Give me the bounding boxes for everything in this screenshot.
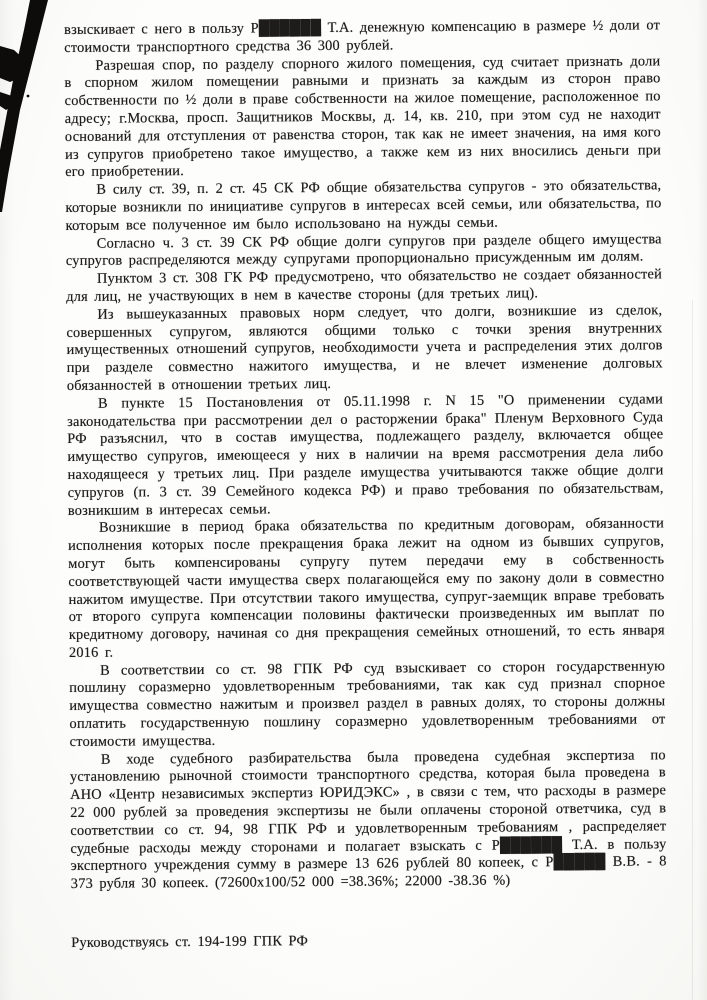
paragraph: Возникшие в период брака обязательства по кредитным договорам, обязанности исполнения которых после прекращения брака лежит на одном из бывших супругов, могут быть компенсированы супругу путем передачи ему в собственность соответствующей части имущества сверх полагающейся ему по закону доли в совместно нажитом имуществе. При отсутствии такого имущества, супруг-заемщик вправе требовать от второго супруга компенсации половины фактически произведенных им выплат по кредитному договору, начиная со дня прекращения семейных отношений, то есть января 2016 г. [68,515,665,661]
paragraph: В соответствии со ст. 98 ГПК РФ суд взыскивает со сторон государственную пошлину соразмерно удовлетворенным требованиями, так как суд признал спорное имущества совместно нажитым и произвел раздел в равных долях, то стороны должны оплатить государственную пошлину соразмерно удовлетворенным требованиями от стоимости имущества. [69,657,666,750]
paragraph: взыскивает с него в пользу Р██████ Т.А. денежную компенсацию в размере ½ доли от стоимости транспортного средства 36 300 рублей. [64,17,661,56]
scan-edge-line [692,300,693,1000]
paragraph: В пункте 15 Постановления от 05.11.1998 г. N 15 "О применении судами законодательства при рассмотрении дел о расторжении брака" Пленум Верховного Суда РФ разъяснил, что в состав имущества, подлежащего разделу, включается общее имущество супругов, имеющееся у них в наличии на время рассмотрения дела либо находящееся у третьих лиц. При разделе имущества учитываются также общие долги супругов (п. 3 ст. 39 Семейного кодекса РФ) и право требования по обязательствам, возникшим в интересах семьи. [67,391,664,519]
document-body [64,17,667,952]
paragraph: Пунктом 3 ст. 308 ГК РФ предусмотрено, что обязательство не создает обязанностей для лиц, не участвующих в нем в качестве стороны (для третьих лиц). [66,266,663,305]
paragraph: Из вышеуказанных правовых норм следует, что долги, возникшие из сделок, совершенных супругом, являются общими только с точки зрения внутренних имущественных отношений супругов, необходимости учета и распределения этих долгов при разделе совместно нажитого имущества, и не влечет изменение долговых обязанностей в отношении третьих лиц. [66,302,663,394]
paragraph: Разрешая спор, по разделу спорного жилого помещения, суд считает признать доли в спорном жилом помещении равными и признать за каждым из сторон право собственности по ½ доли в праве собственности на жилое помещение, расположенное по адресу; г.Москва, просп. Защитников Москвы, д. 14, кв. 210, при этом суд не находит оснований для отступления от равенства сторон, так как не имеет значения, на имя кого из супругов приобретено такое имущество, а также кем из них вносились деньги при его приобретении. [64,52,662,181]
closing-line: Руководствуясь ст. 194-199 ГПК РФ [71,933,309,952]
paragraph: Согласно ч. 3 ст. 39 СК РФ общие долги супругов при разделе общего имущества супругов распределяются между супругами пропорционально присужденным им долям. [65,230,662,270]
paragraph: В силу ст. 39, п. 2 ст. 45 СК РФ общие обязательства супругов - это обязательства, которые возникли по инициативе супругов в интересах всей семьи, или обязательства, по которым все полученное им было использовано на нужды семьи. [65,177,662,234]
paragraph: В ходе судебного разбирательства была проведена судебная экспертиза по установлению рыночной стоимости транспортного средства, которая была проведена в АНО «Центр независимых экспертиз ЮРИДЭКС» , в связи с тем, что расходы в размере 22 000 рублей за проведения экспертизы не были оплачены стороной ответчика, суд в соответствии со ст. 94, 98 ГПК РФ и удовлетворенным требованиям , распределяет судебные расходы между сторонами и полагает взыскать с Р██████ Т.А. в пользу экспертного учреждения сумму в размере 13 626 рублей 80 копеек, с Р█████ В.В. - 8 373 рубля 30 копеек. (72600х100/52 000 =38.36%; 22000 -38.36 %) [69,746,667,893]
